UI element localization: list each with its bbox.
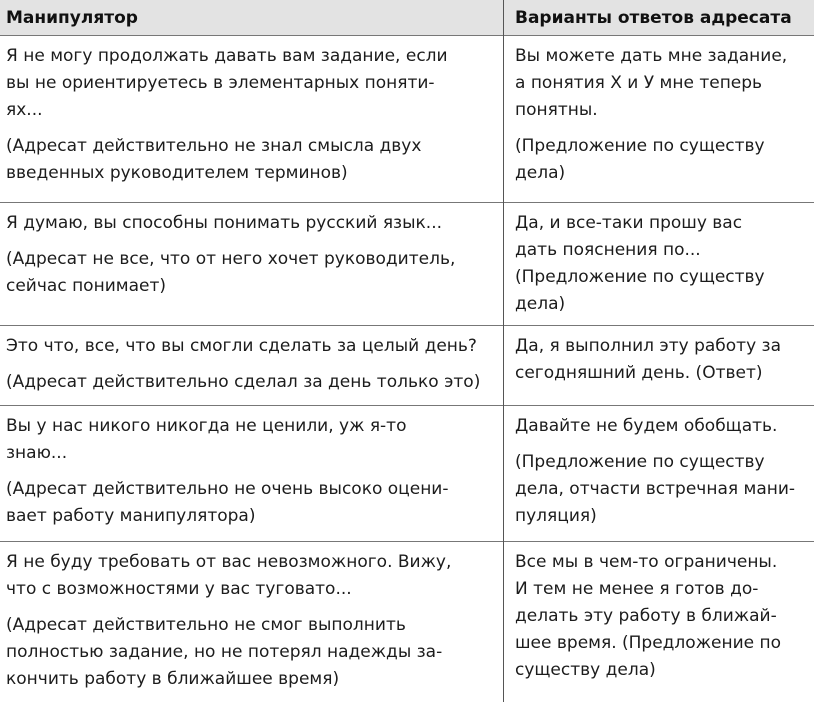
text-line: а понятия Х и У мне теперь: [515, 73, 763, 93]
column-divider: [503, 0, 504, 702]
text-line: Вы можете дать мне задание,: [515, 46, 788, 66]
text-line: полностью задание, но не потерял надежды за-: [6, 642, 443, 662]
manipulator-phrase: [6, 333, 498, 360]
addressee-note: [6, 476, 498, 530]
text-line: Это что, все, что вы смогли сделать за целый день?: [6, 336, 477, 356]
text-line: сегодняшний день. (Ответ): [515, 363, 763, 383]
manipulator-cell: [6, 549, 498, 693]
table-row: [0, 542, 814, 702]
table-row: [0, 36, 814, 203]
text-line: шее время. (Предложение по: [515, 633, 782, 653]
response-cell: [515, 43, 809, 187]
table-header: [0, 0, 814, 36]
response-text: [515, 413, 809, 440]
text-line: знаю...: [6, 443, 68, 463]
text-line: Все мы в чем-то ограничены.: [515, 552, 778, 572]
text-line: Вы у нас никого никогда не ценили, уж я-то: [6, 416, 407, 436]
text-line: вает работу манипулятора): [6, 506, 256, 526]
text-line: Да, и все-таки прошу вас: [515, 213, 743, 233]
response-cell: [515, 210, 809, 318]
text-line: (Предложение по существу: [515, 267, 765, 287]
header-manipulator: Манипулятор: [6, 8, 138, 28]
text-line: Я думаю, вы способны понимать русский язык...: [6, 213, 442, 233]
text-line: дела): [515, 163, 566, 183]
text-line: кончить работу в ближайшее время): [6, 669, 340, 689]
text-line: что с возможностями у вас туговато...: [6, 579, 352, 599]
text-line: введенных руководителем терминов): [6, 163, 348, 183]
header-responses: Варианты ответов адресата: [515, 8, 792, 28]
text-line: (Предложение по существу: [515, 452, 765, 472]
response-cell: [515, 333, 809, 387]
text-line: Я не буду требовать от вас невозможного. Вижу,: [6, 552, 452, 572]
manipulator-cell: [6, 210, 498, 300]
response-text: [515, 43, 809, 124]
text-line: И тем не менее я готов до-: [515, 579, 759, 599]
text-line: дела): [515, 294, 566, 314]
addressee-note: [6, 612, 498, 693]
text-line: дела, отчасти встречная мани-: [515, 479, 796, 499]
manipulator-phrase: [6, 210, 498, 237]
text-line: существу дела): [515, 660, 656, 680]
text-line: (Предложение по существу: [515, 136, 765, 156]
addressee-note: [6, 246, 498, 300]
response-text: [515, 549, 809, 684]
text-line: сейчас понимает): [6, 276, 166, 296]
text-line: Да, я выполнил эту работу за: [515, 336, 782, 356]
response-cell: [515, 549, 809, 684]
manipulator-cell: [6, 43, 498, 187]
text-line: (Адресат действительно не очень высоко оцени-: [6, 479, 449, 499]
manipulator-phrase: [6, 549, 498, 603]
response-note: [515, 449, 809, 530]
text-line: вы не ориентируетесь в элементарных поняти-: [6, 73, 435, 93]
manipulator-cell: [6, 333, 498, 396]
text-line: делать эту работу в ближай-: [515, 606, 777, 626]
addressee-note: [6, 369, 498, 396]
text-line: ях...: [6, 100, 43, 120]
text-line: Я не могу продолжать давать вам задание, если: [6, 46, 448, 66]
text-line: понятны.: [515, 100, 598, 120]
manipulator-phrase: [6, 413, 498, 467]
manipulator-phrase: [6, 43, 498, 124]
table-row: [0, 203, 814, 326]
text-line: (Адресат действительно не смог выполнить: [6, 615, 406, 635]
text-line: (Адресат не все, что от него хочет руководитель,: [6, 249, 456, 269]
text-line: (Адресат действительно не знал смысла двух: [6, 136, 422, 156]
text-line: (Адресат действительно сделал за день только это): [6, 372, 481, 392]
text-line: дать пояснения по...: [515, 240, 701, 260]
addressee-note: [6, 133, 498, 187]
response-cell: [515, 413, 809, 530]
response-note: [515, 133, 809, 187]
manipulator-cell: [6, 413, 498, 530]
text-line: Давайте не будем обобщать.: [515, 416, 778, 436]
table-row: [0, 326, 814, 406]
response-text: [515, 210, 809, 318]
table-row: [0, 406, 814, 542]
text-line: пуляция): [515, 506, 597, 526]
response-text: [515, 333, 809, 387]
